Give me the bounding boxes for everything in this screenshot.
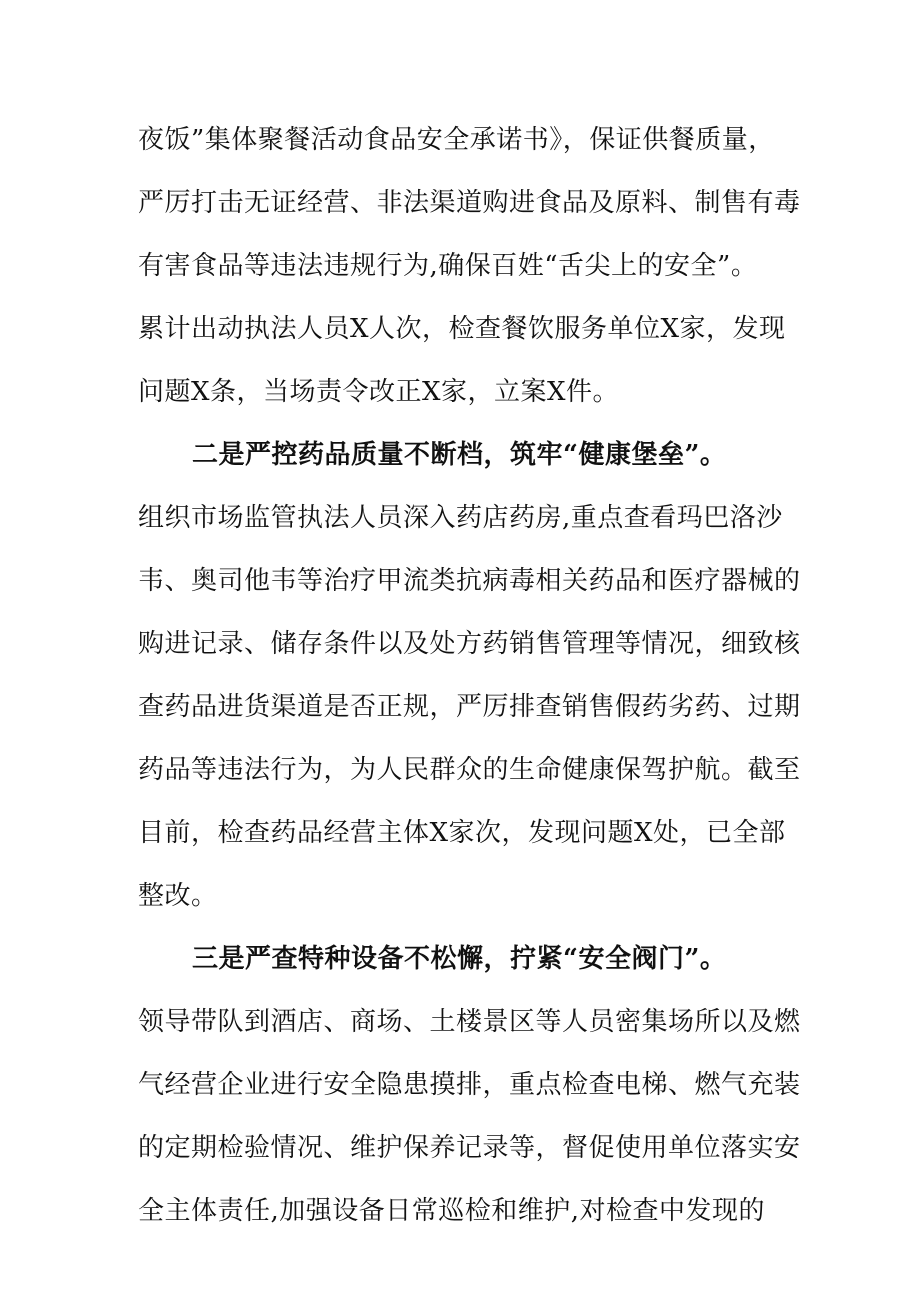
body-text-line: 韦、奥司他韦等治疗甲流类抗病毒相关药品和医疗器械的 [138,566,801,596]
section-heading: 三是严查特种设备不松懈，拧紧“安全阀门”。 [192,944,727,974]
body-text-line: 累计出动执法人员X人次，检查餐饮服务单位X家，发现 [138,314,786,344]
body-text-line: 药品等违法行为，为人民群众的生命健康保驾护航。截至 [138,755,801,785]
body-text-line: 全主体责任,加强设备日常巡检和维护,对检查中发现的 [138,1196,766,1226]
body-text-line: 购进记录、储存条件以及处方药销售管理等情况，细致核 [138,629,801,659]
body-text-line: 目前，检查药品经营主体X家次，发现问题X处，已全部 [138,818,786,848]
section-heading: 二是严控药品质量不断档，筑牢“健康堡垒”。 [192,440,727,470]
body-text-line: 领导带队到酒店、商场、土楼景区等人员密集场所以及燃 [138,1007,801,1037]
body-text-line: 有害食品等违法违规行为,确保百姓“舌尖上的安全”。 [138,251,758,281]
body-text-line: 严厉打击无证经营、非法渠道购进食品及原料、制售有毒 [138,188,801,218]
body-text-line: 问题X条，当场责令改正X家，立案X件。 [138,377,620,407]
body-text-line: 整改。 [138,881,218,911]
body-text-line: 夜饭”集体聚餐活动食品安全承诺书》，保证供餐质量， [138,125,775,155]
body-text-line: 查药品进货渠道是否正规，严厉排查销售假药劣药、过期 [138,692,801,722]
body-text-line: 气经营企业进行安全隐患摸排，重点检查电梯、燃气充装 [138,1070,801,1100]
body-text-line: 组织市场监管执法人员深入药店药房,重点查看玛巴洛沙 [138,503,783,533]
body-text-line: 的定期检验情况、维护保养记录等，督促使用单位落实安 [138,1133,801,1163]
